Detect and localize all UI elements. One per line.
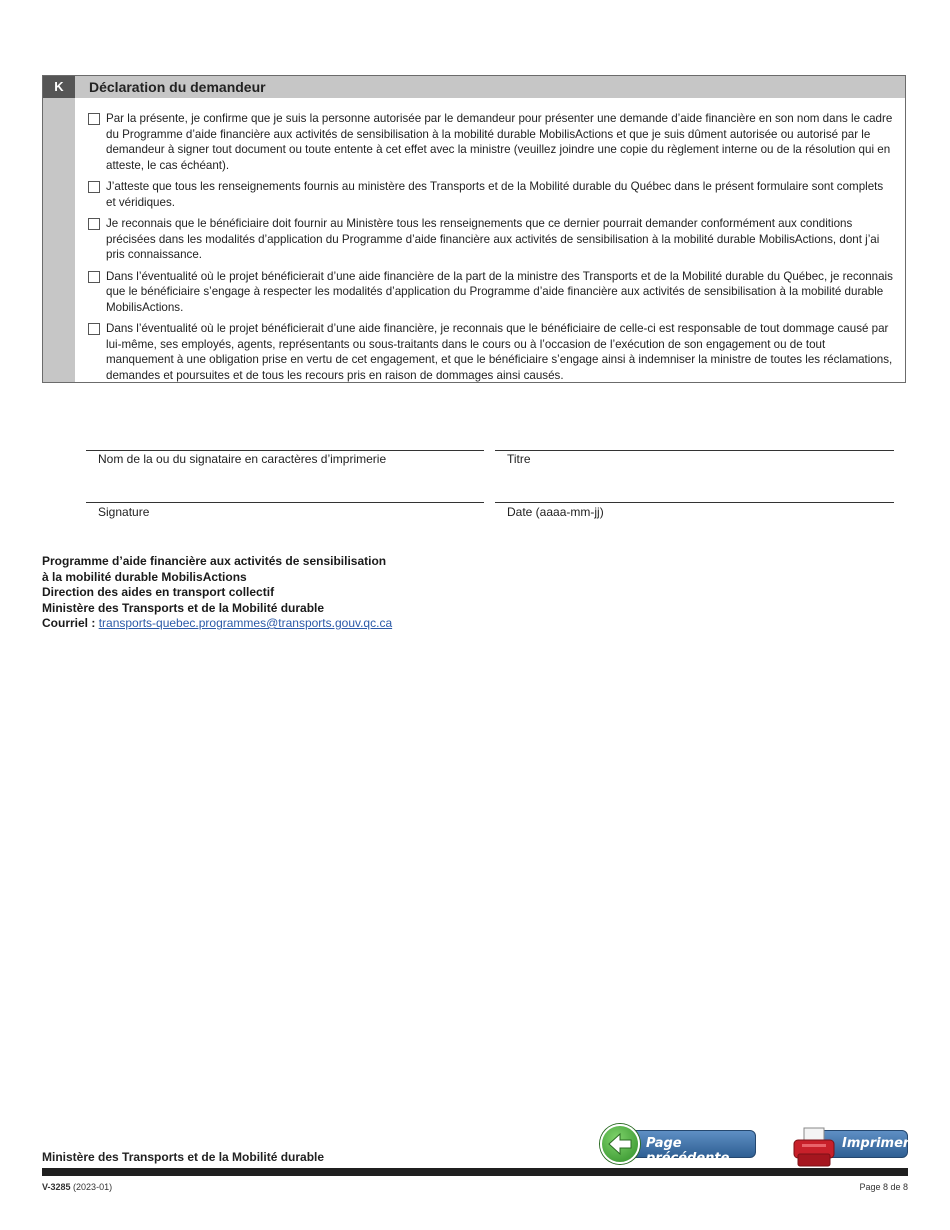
- declaration-checkbox-3[interactable]: [88, 218, 100, 230]
- date-input-line[interactable]: [495, 502, 894, 503]
- contact-block: [42, 554, 392, 632]
- form-code: [42, 1182, 112, 1192]
- print-button-label: Imprimer: [842, 1136, 910, 1151]
- title-label: Titre: [507, 452, 531, 466]
- program-name-line-1: Programme d’aide financière aux activités de sensibilisation: [42, 554, 387, 568]
- left-arrow-icon: [600, 1124, 640, 1164]
- declaration-checkbox-1[interactable]: [88, 113, 100, 125]
- program-name-line-2: à la mobilité durable MobilisActions: [42, 569, 247, 584]
- declaration-checkbox-5[interactable]: [88, 323, 100, 335]
- section-gutter: [43, 98, 75, 382]
- section-header: [43, 76, 905, 98]
- declaration-text: Dans l’éventualité où le projet bénéficierait d’une aide financière, je reconnais que le bénéficiaire de celle-ci est responsable de tout dommage causé par lui-même, ses employés, agents, représentants ou sous-traitants dans le cours ou à l’occasion de l’exécution de son engagement ou de tout manquement à une obligation prise en vertu de cet engagement, et que le bénéficiaire s’engage ainsi à indemniser la ministre de toutes les réclamations, demandes et poursuites et de tous les recours pris en raison de dommages ainsi causés.: [106, 322, 893, 382]
- declaration-text: J’atteste que tous les renseignements fournis au ministère des Transports et de la Mobilité durable du Québec dans le présent formulaire sont complets et véridiques.: [106, 180, 884, 209]
- declaration-item-accuracy: [88, 179, 894, 210]
- section-title: Déclaration du demandeur: [89, 79, 266, 95]
- declaration-item-authorization: [88, 111, 894, 173]
- declaration-text: Par la présente, je confirme que je suis la personne autorisée par le demandeur pour présenter une demande d’aide financière en son nom dans le cadre du Programme d’aide financière aux activités de sensibilisation à la mobilité durable MobilisActions et que je suis dûment autorisée ou autorisé par le demandeur à signer tout document ou toute entente à cet effet avec la ministre (veuillez joindre une copie du règlement interne ou de la résolution qui en atteste, le cas échéant).: [106, 112, 893, 172]
- date-label: Date (aaaa-mm-jj): [507, 505, 604, 519]
- name-label: Nom de la ou du signataire en caractères d’imprimerie: [98, 452, 387, 466]
- email-label: Courriel :: [42, 616, 96, 630]
- section-letter: K: [43, 76, 75, 98]
- declarations-list: [88, 111, 894, 389]
- previous-button-label: Page précédente: [646, 1136, 730, 1166]
- page-number: Page 8 de 8: [859, 1182, 908, 1192]
- declaration-checkbox-2[interactable]: [88, 181, 100, 193]
- declaration-text: Dans l’éventualité où le projet bénéficierait d’une aide financière de la part de la ministre des Transports et de la Mobilité durable du Québec, je reconnais que le bénéficiaire s’engage à respecter les modalités d’application du Programme d’aide financière aux activités de sensibilisation à la mobilité durable MobilisActions.: [106, 269, 893, 314]
- ministry-name: Ministère des Transports et de la Mobilité durable: [42, 600, 325, 615]
- signature-input-line[interactable]: [86, 502, 484, 503]
- declaration-item-information: [88, 216, 894, 263]
- previous-page-button[interactable]: [600, 1124, 758, 1164]
- footer-bar: [42, 1168, 908, 1176]
- declaration-item-commitment: [88, 269, 894, 316]
- declaration-section: [42, 75, 906, 383]
- form-number: V-3285: [42, 1182, 71, 1192]
- name-input-line[interactable]: [86, 450, 484, 451]
- footer-ministry: Ministère des Transports et de la Mobilité durable: [42, 1150, 325, 1164]
- declaration-checkbox-4[interactable]: [88, 271, 100, 283]
- printer-icon: [792, 1126, 838, 1168]
- print-button[interactable]: [792, 1126, 910, 1168]
- signature-label: Signature: [98, 505, 150, 519]
- email-row: [42, 616, 392, 632]
- form-version-date: (2023-01): [73, 1182, 113, 1192]
- direction-name: Direction des aides en transport collectif: [42, 585, 275, 599]
- declaration-item-liability: [88, 321, 894, 383]
- email-link[interactable]: transports-quebec.programmes@transports.gouv.qc.ca: [98, 616, 393, 630]
- declaration-text: Je reconnais que le bénéficiaire doit fournir au Ministère tous les renseignements que ce dernier pourrait demander conformément aux conditions précisées dans les modalités d’application du Programme d’aide financière aux activités de sensibilisation à la mobilité durable MobilisActions, dont j’ai pris connaissance.: [106, 217, 880, 261]
- title-input-line[interactable]: [495, 450, 894, 451]
